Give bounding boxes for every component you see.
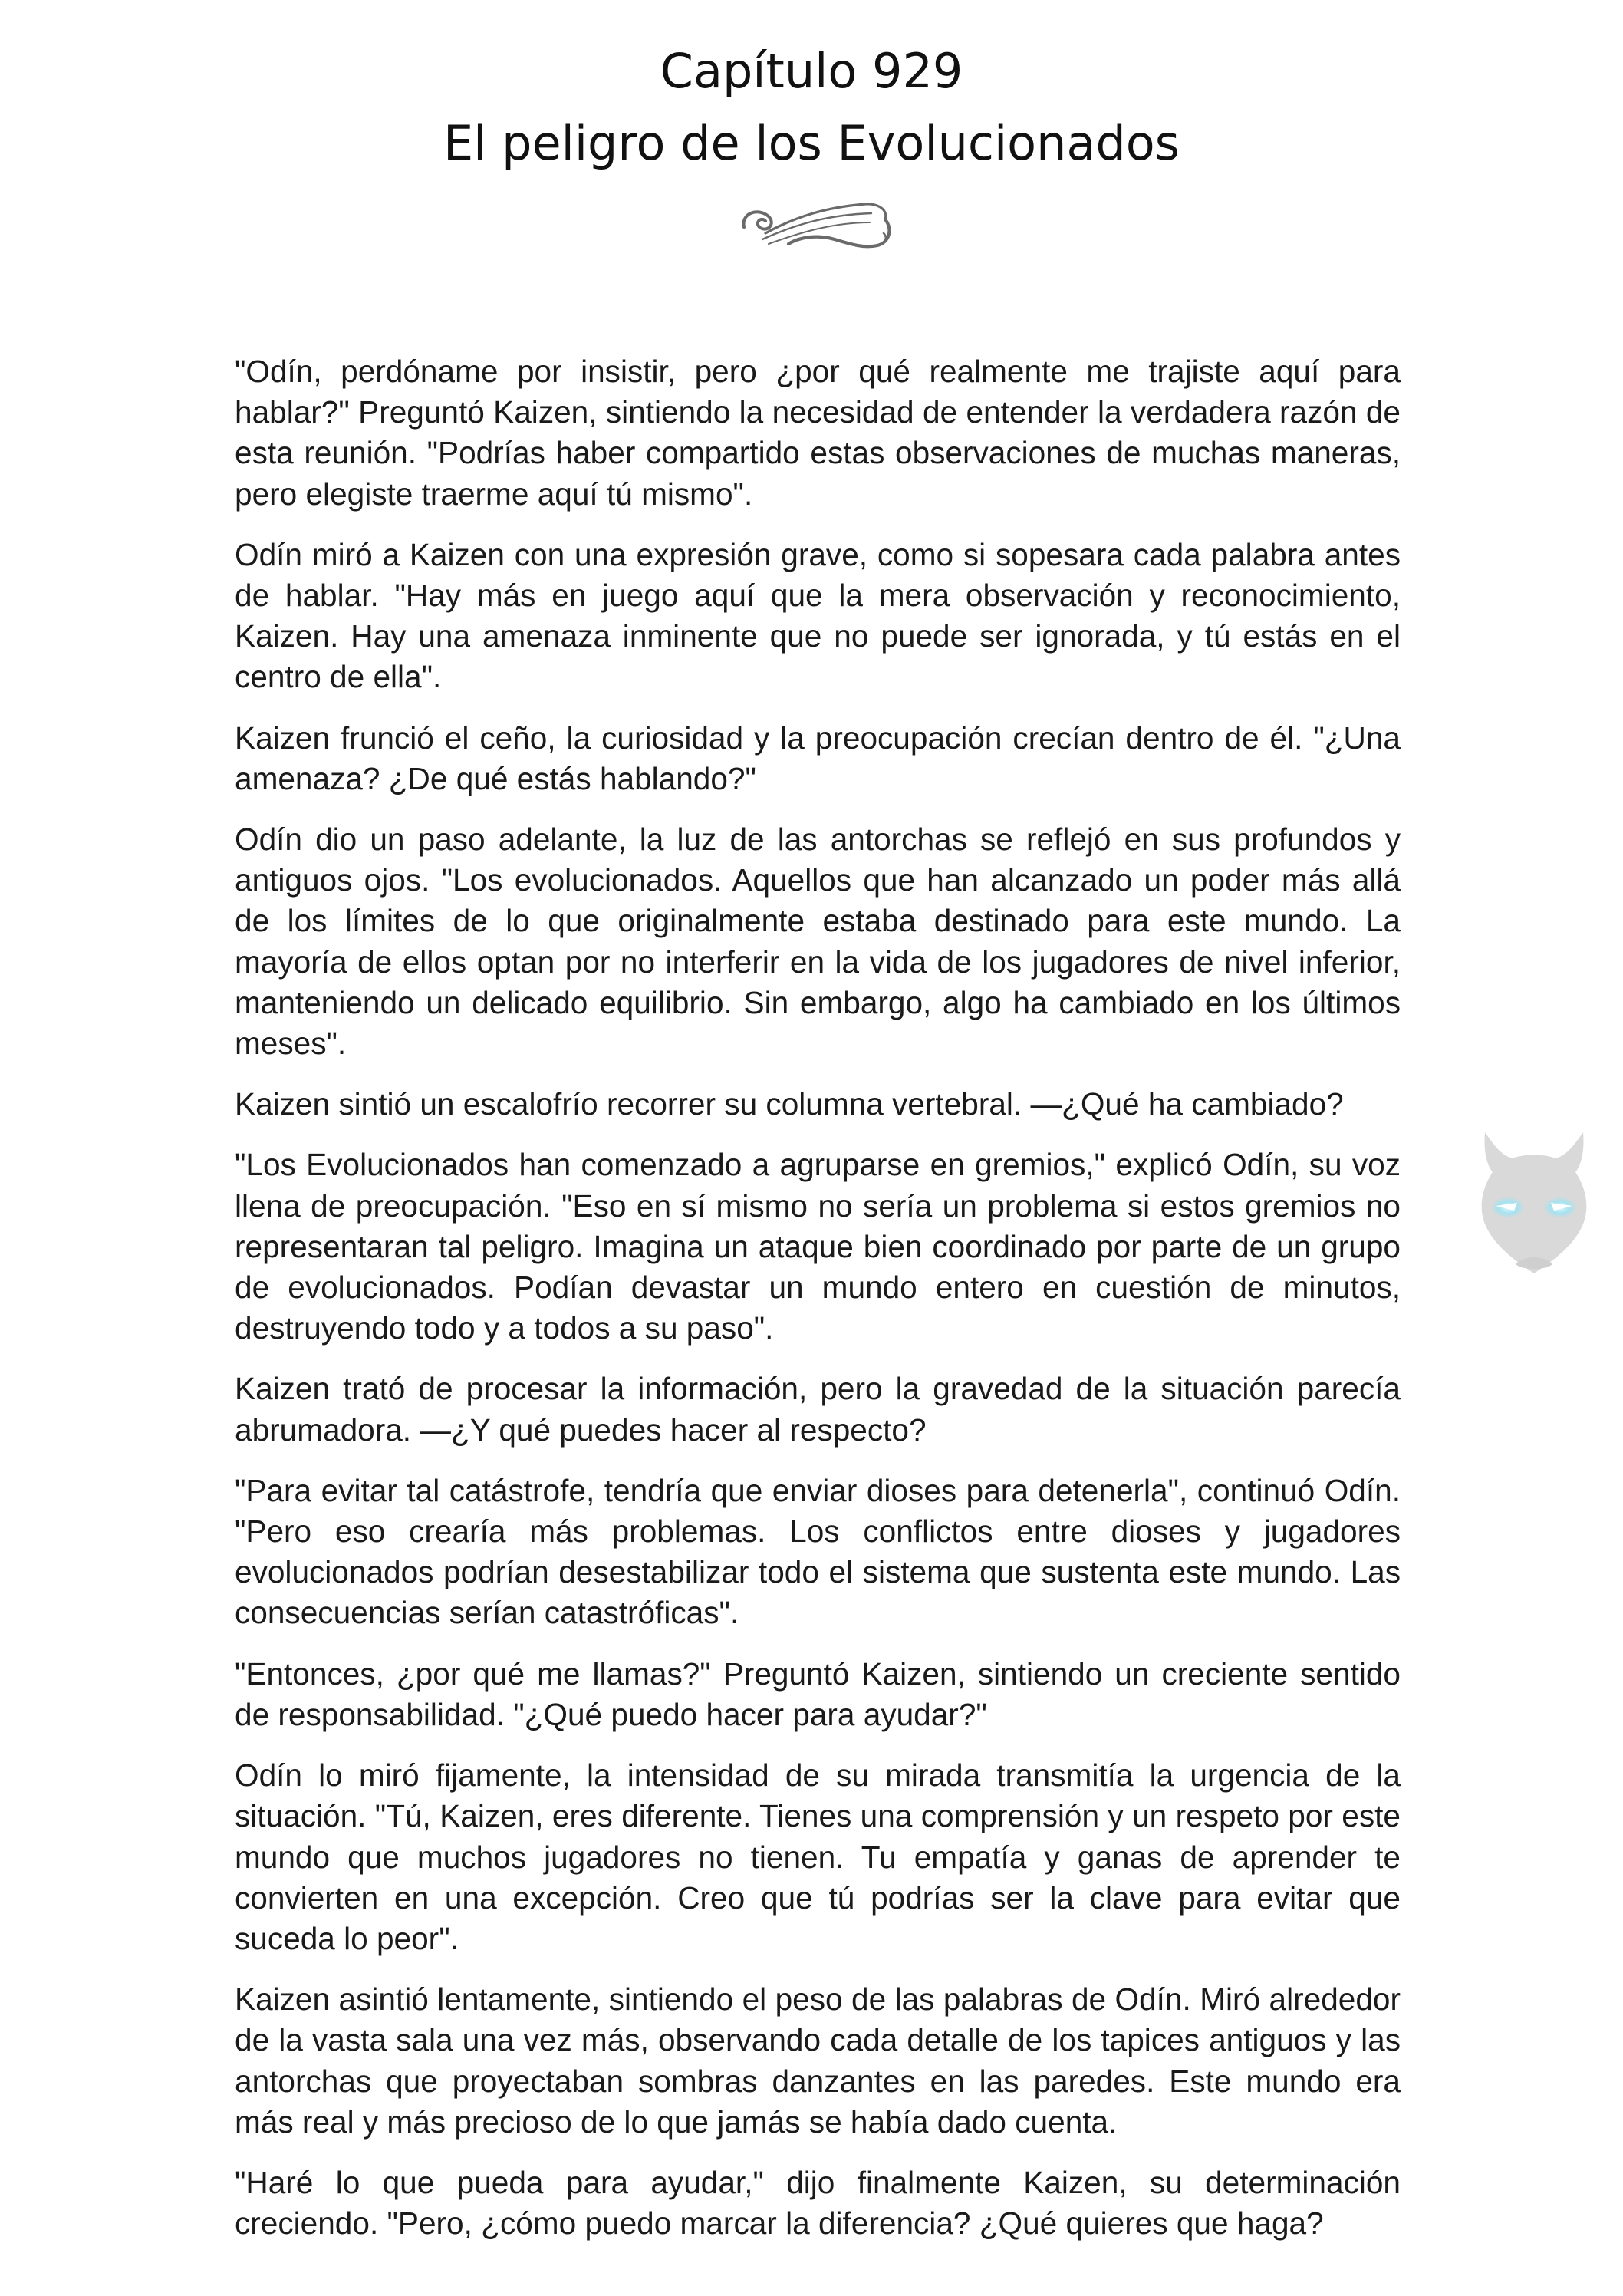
- paragraph: Kaizen trató de procesar la información, pero la gravedad de la situación parecía abrumadora. —¿Y qué puedes hacer al respecto?: [235, 1371, 1401, 1448]
- chapter-number: Capítulo 929: [660, 43, 963, 99]
- paragraph: "Odín, perdóname por insistir, pero ¿por qué realmente me trajiste aquí para hablar?" Preguntó Kaizen, sintiendo la necesidad de entender la verdadera razón de esta reunión. "Podrías haber compartido estas observaciones de muchas maneras, pero elegiste traerme aquí tú mismo".: [235, 354, 1401, 512]
- paragraph: Kaizen asintió lentamente, sintiendo el peso de las palabras de Odín. Miró alrededor de la vasta sala una vez más, observando cada detalle de los tapices antiguos y las antorchas que proyectaban sombras danzantes en las paredes. Este mundo era más real y más precioso de lo que jamás se había dado cuenta.: [235, 1981, 1401, 2140]
- flourish-ornament-icon: [735, 193, 899, 258]
- paragraph: "Para evitar tal catástrofe, tendría que enviar dioses para detenerla", continuó Odín. "Pero eso crearía más problemas. Los conflictos entre dioses y jugadores evolucionados podrían desestabilizar todo el sistema que sustenta este mundo. Las consecuencias serían catastróficas".: [235, 1472, 1401, 1631]
- paragraph: Odín miró a Kaizen con una expresión grave, como si sopesara cada palabra antes de hablar. "Hay más en juego aquí que la mera observación y reconocimiento, Kaizen. Hay una amenaza inminente que no puede ser ignorada, y tú estás en el centro de ella".: [235, 536, 1401, 695]
- paragraph: Kaizen frunció el ceño, la curiosidad y la preocupación crecían dentro de él. "¿Una amenaza? ¿De qué estás hablando?": [235, 720, 1401, 796]
- paragraph: Odín lo miró fijamente, la intensidad de su mirada transmitía la urgencia de la situación. "Tú, Kaizen, eres diferente. Tienes una comprensión y un respeto por este mundo que muchos jugadores no tienen. Tu empatía y ganas de aprender te convierten en una excepción. Creo que tú podrías ser la clave para evitar que suceda lo peor".: [235, 1757, 1401, 1956]
- demon-head-logo-icon: [1470, 1128, 1598, 1278]
- paragraph: "Entonces, ¿por qué me llamas?" Preguntó Kaizen, sintiendo un creciente sentido de responsabilidad. "¿Qué puedo hacer para ayudar?": [235, 1655, 1401, 1732]
- paragraph: "Los Evolucionados han comenzado a agruparse en gremios," explicó Odín, su voz llena de preocupación. "Eso en sí mismo no sería un problema si estos gremios no representaran tal peligro. Imagina un ataque bien coordinado por parte de un grupo de evolucionados. Podían devastar un mundo entero en cuestión de minutos, destruyendo todo y a todos a su paso".: [235, 1147, 1401, 1346]
- chapter-body: [235, 351, 1401, 2264]
- paragraph: Kaizen sintió un escalofrío recorrer su columna vertebral. —¿Qué ha cambiado?: [235, 1086, 1344, 1122]
- paragraph: "Haré lo que pueda para ayudar," dijo finalmente Kaizen, su determinación creciendo. "Pero, ¿cómo puedo marcar la diferencia? ¿Qué quieres que haga?: [235, 2164, 1401, 2242]
- chapter-title: El peligro de los Evolucionados: [443, 115, 1180, 171]
- paragraph: Odín dio un paso adelante, la luz de las antorchas se reflejó en sus profundos y antiguos ojos. "Los evolucionados. Aquellos que han alcanzado un poder más allá de los límites de lo que originalmente estaba destinado para este mundo. La mayoría de ellos optan por no interferir en la vida de los jugadores de nivel inferior, manteniendo un delicado equilibrio. Sin embargo, algo ha cambiado en los últimos meses".: [235, 822, 1401, 1062]
